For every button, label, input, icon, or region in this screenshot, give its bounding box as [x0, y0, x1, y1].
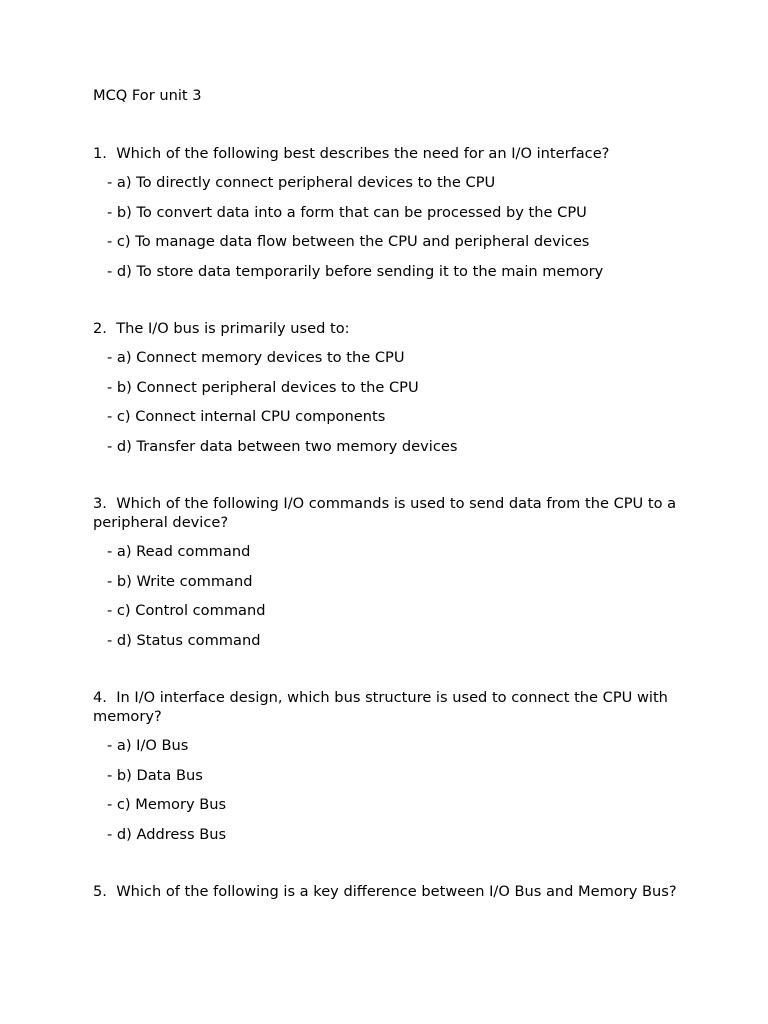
option-d: - d) Status command: [107, 631, 261, 649]
option-b: - b) Write command: [107, 572, 253, 590]
option-a: - a) To directly connect peripheral devices to the CPU: [107, 174, 496, 191]
question-text: 3. Which of the following I/O commands is used to send data from the CPU to a peripheral device?: [93, 495, 681, 531]
option-a: - a) Connect memory devices to the CPU: [107, 349, 405, 366]
document-page: [93, 86, 693, 939]
question-text: 4. In I/O interface design, which bus structure is used to connect the CPU with memory?: [93, 689, 673, 725]
option-d: - d) Transfer data between two memory devices: [107, 437, 458, 455]
option-c: - c) Memory Bus: [107, 796, 227, 813]
option-c: - c) Connect internal CPU components: [107, 408, 386, 425]
option-d: - d) To store data temporarily before sending it to the main memory: [107, 262, 604, 280]
option-b: - b) Data Bus: [107, 766, 203, 784]
option-c: - c) Control command: [107, 602, 266, 619]
option-c: - c) To manage data flow between the CPU and peripheral devices: [107, 233, 590, 250]
question-text: 5. Which of the following is a key difference between I/O Bus and Memory Bus?: [93, 883, 677, 900]
option-a: - a) I/O Bus: [107, 737, 189, 754]
question-2: [93, 319, 693, 456]
question-1: [93, 144, 693, 281]
question-3: [93, 494, 693, 650]
question-5: [93, 882, 693, 901]
option-b: - b) Connect peripheral devices to the CPU: [107, 378, 419, 396]
question-text: 2. The I/O bus is primarily used to:: [93, 320, 350, 337]
option-a: - a) Read command: [107, 543, 251, 560]
document-title: MCQ For unit 3: [93, 87, 202, 104]
question-4: [93, 688, 693, 844]
option-b: - b) To convert data into a form that can be processed by the CPU: [107, 203, 587, 221]
question-text: 1. Which of the following best describes the need for an I/O interface?: [93, 145, 610, 162]
option-d: - d) Address Bus: [107, 825, 227, 843]
